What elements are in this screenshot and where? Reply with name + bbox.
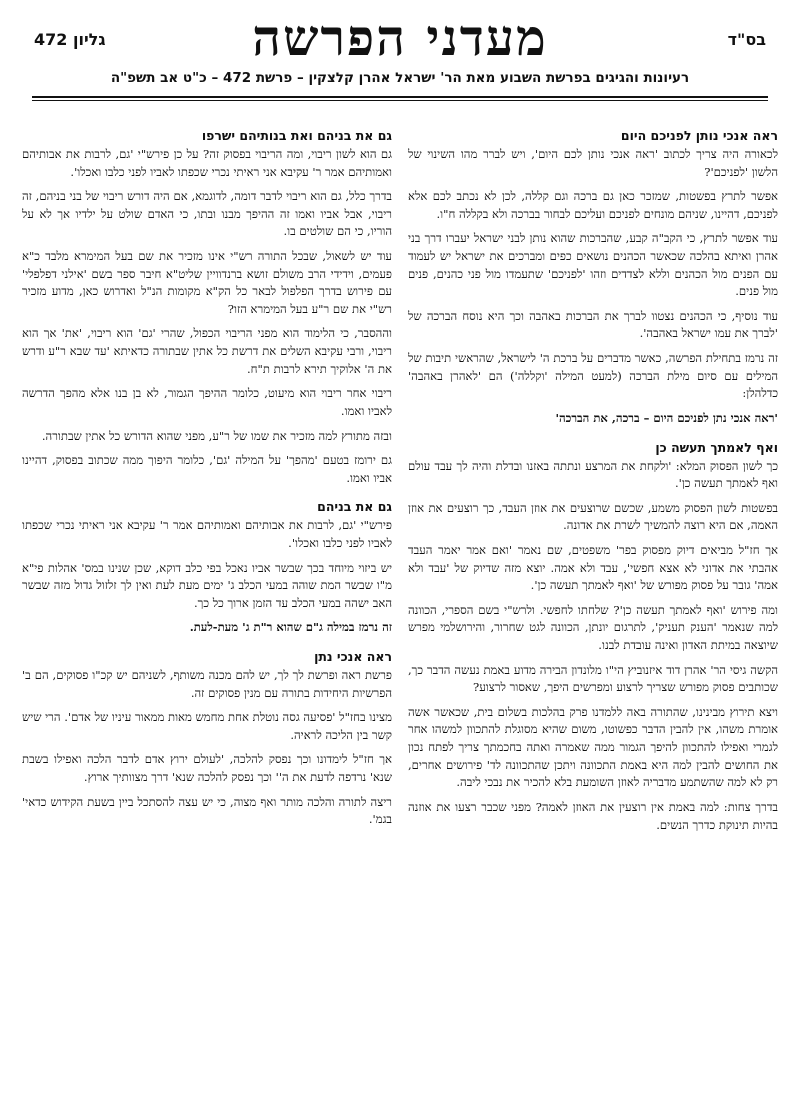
right-column: [408, 128, 778, 1088]
paragraph: ובזה מתורץ למה מזכיר את שמו של ר"ע, מפני שהוא הדורש כל אתין שבתורה.: [41, 428, 392, 443]
paragraph: גם הוא לשון ריבוי, ומה הריבוי בפסוק זה? על כן פירש"י 'גם, לרבות את אבותיהם ואמותיהם אמר ר' עקיבא אני ראיתי נכרי שכפתו לאביו לפני כלבו ואכלו'.: [22, 147, 392, 179]
section-heading: ואף לאמתך תעשה כן: [655, 439, 778, 455]
paragraph: עוד יש לשאול, שבכל התורה רש"י אינו מזכיר את שם בעל המימרא מלבד כ"א פעמים, וידידי הרב משולם זושא ברנדוויין שליט"א חיבר ספר בשם 'אילני דפלפלי' עם פירוש בדרך הפלפול לבאר כל הק"א מקומות הנ"ל ואדרוש כאן, מדוע מזכיר רש"י את שם ר"ע בעל המימרא הזו?: [22, 249, 392, 316]
paragraph: 'ראה אנכי נתן לפניכם היום – ברכה, את הברכה': [555, 410, 778, 425]
paragraph: בדרך צחות: למה באמת אין רוצעין את האוזן לאמה? מפני שכבר רצעו את אוזנה בהיות תינוקת כדרך הנשים.: [408, 799, 778, 832]
paragraph: אך חז"ל מביאים דיוק מפסוק בפר' משפטים, שם נאמר 'ואם אמר יאמר העבד אהבתי את אדוני לא אצא חפשי', עבד ולא אמה. יוצא מזה שדיוק של 'עבד ולא אמה' גובר על פסוק מפורש של 'ואף לאמתך תעשה כן'.: [408, 542, 778, 593]
paragraph: גם ירומז בטעם 'מהפך' על המילה 'גם', כלומר היפוך ממה שכתוב בפסוק, דהיינו אביו ואמו.: [22, 453, 392, 485]
paragraph: כך לשון הפסוק המלא: 'ולקחת את המרצע ונתתה באזנו ובדלת והיה לך עבד עולם ואף לאמתך תעשה כן'.: [408, 458, 778, 491]
page-title: מעדני הפרשה: [252, 8, 548, 67]
paragraph: ויצא תירוץ מבינינו, שהתורה באה ללמדנו פרק בהלכות בשלום בית, שכאשר אשה אומרת משהו, אין להבין הדבר כפשוטו, משום שהיא מסוגלת להתכוון למשהו אחר לגמרי ואפילו להתכוון להיפך הגמור ממה שאמרה ואתה בחכמתך צריך לפתח נכון את החושים להבין למה היא באמת התכוונה ויתכן שהתכוונה לד' פירושים אחרים, רק לא למה שהשתמע מדבריה לאוזן השומעת בלא להכיר את נבכי ליבה.: [408, 704, 778, 790]
paragraph: אך חז"ל לימדונו וכך נפסק להלכה, 'לעולם ירוץ אדם לדבר הלכה ואפילו בשבת שנא' נרדפה לדעת את ה'' וכך נפסק להלכה שנא' דרך מצוותיך ארוץ.: [22, 752, 392, 785]
section-heading: ראה אנכי נתן: [314, 649, 392, 665]
header-rule-thin: [32, 100, 768, 101]
paragraph: פירש"י 'גם, לרבות את אבותיהם ואמותיהם אמר ר' עקיבא אני ראיתי נכרי שכפתו לאביו לפני כלבו ואכלו'.: [22, 518, 392, 550]
paragraph: הקשה גיסי הר' אהרן דוד איזנוביץ הי"ו מלונדון הבירה מדוע באמת נעשה הדבר כך, שכותבים פסוק מפורש שצריך לרצוע ומפרשים היפך, שאסור לרצוע?: [408, 662, 778, 695]
section-heading: גם את בניהם: [317, 499, 392, 515]
paragraph: בפשטות לשון הפסוק משמע, שכשם שרוצעים את אוזן העבד, כך רוצעים את אוזן האמה, אם היא רוצה להמשיך לשרת את אדונה.: [408, 500, 778, 533]
paragraph: לכאורה היה צריך לכתוב 'ראה אנכי נותן לכם היום', ויש לברר מהו השינוי של הלשון 'לפניכם'?: [408, 147, 778, 179]
issue-number: גליון 472: [34, 30, 106, 49]
paragraph: עוד נוסיף, כי הכהנים נצטוו לברך את הברכות באהבה וכך היא נוסח הברכה של 'לברך את עמו ישראל באהבה'.: [408, 308, 778, 341]
paragraph: ריצה לתורה והלכה מותר ואף מצוה, כי יש עצה להסתכל ביין בשעת הקידוש כדאי' בגמ'.: [22, 794, 392, 827]
paragraph: מצינו בחז"ל 'פסיעה גסה נוטלת אחת מחמש מאות ממאור עיניו של אדם'. הרי שיש קשר בין הליכה לראיה.: [22, 710, 392, 742]
header-rule: [32, 96, 768, 98]
paragraph: אפשר לתרץ בפשטות, שמזכר כאן גם ברכה וגם קללה, לכן לא נכתב לכם אלא לפניכם, דהיינו, שניהם מונחים לפניכם ועליכם לבחור בברכה ולא בקללה ח"ו.: [408, 189, 778, 221]
section-heading: גם את בניהם ואת בנותיהם ישרפו: [201, 128, 392, 143]
left-column: [22, 128, 392, 1088]
paragraph: פרשת ראה ופרשת לך לך, יש להם מכנה משותף, לשניהם יש קכ"ו פסוקים, הם ב' הפרשיות היחידות בתורה עם מנין פסוקים זה.: [22, 668, 392, 700]
paragraph: בדרך כלל, גם הוא ריבוי לדבר דומה, לדוגמא, אם היה דורש ריבוי של בני בניהם, זה ריבוי, אבל אביו ואמו זה ההיפך מבנו ובתו, כי האדם שולט על ילדיו אך לא על הוריו, כי הם שולטים בו.: [22, 189, 392, 239]
paragraph: ומה פירוש 'ואף לאמתך תעשה כן'? שלחתו לחפשי. ולרש"י בשם הספרי, הכוונה למה שנאמר 'הענק תעניק', לתרגום יונתן, הכוונה לגט שחרור, והירושלמי מפרש שיוצאה במיתת האדון ואינה עובדת לבנו.: [408, 602, 778, 653]
paragraph: יש ביזוי מיוחד בכך שבשר אביו נאכל בפי כלב דוקא, שכן שנינו במס' אהלות פי"א מ"ו שבשר המת שוהה במעי הכלב ג' ימים מעת לעת ואין לך זלזול גדול מזה שבשר האב ישהה במעי הכלב עד הזמן ארוך כל כך.: [22, 560, 392, 610]
paragraph: זה נרמז במילה ג"ם שהוא ר"ת ג' מעת-לעת.: [189, 620, 392, 635]
paragraph: ריבוי אחר ריבוי הוא מיעוט, כלומר ההיפך הגמור, לא בן בנו אלא מהפך הדרשה לאביו ואמו.: [22, 386, 392, 418]
page-subtitle: רעיונות והגיגים בפרשת השבוע מאת הר' ישראל אהרן קלצקין – פרשת 472 – כ"ט אב תשפ"ה: [110, 70, 690, 86]
masthead: [0, 0, 800, 110]
section-heading: ראה אנכי נותן לפניכם היום: [620, 128, 778, 143]
paragraph: עוד אפשר לתרץ, כי הקב"ה קבע, שהברכות שהוא נותן לבני ישראל יעברו דרך בני אהרן ואיתא בהלכה שכאשר הכהנים נושאים כפים ומברכים את ישראל יש לעמוד עם הפנים מול הכהנים וללא לצדדים וזהו 'לפניכם' שתעמדו מול פני כהנים, פנים מול פנים.: [408, 231, 778, 299]
paragraph: וההסבר, כי הלימוד הוא מפני הריבוי הכפול, שהרי 'גם' הוא ריבוי, 'את' אך הוא ריבוי, ורבי עקיבא השלים את דרשת כל אתין שבתורה כדאיתא 'עד שבא ר"ע ודרש את ה' אלוקיך תירא לרבות ת"ח.: [22, 326, 392, 376]
bsd-mark: בס"ד: [727, 30, 766, 49]
paragraph: זה נרמז בתחילת הפרשה, כאשר מדברים על ברכת ה' לישראל, שהראשי תיבות של המילים עם סיום מילת הברכה (למעט המילה 'וקללה') הם 'לאהרן באהבה' כדלהלן:: [408, 351, 778, 401]
